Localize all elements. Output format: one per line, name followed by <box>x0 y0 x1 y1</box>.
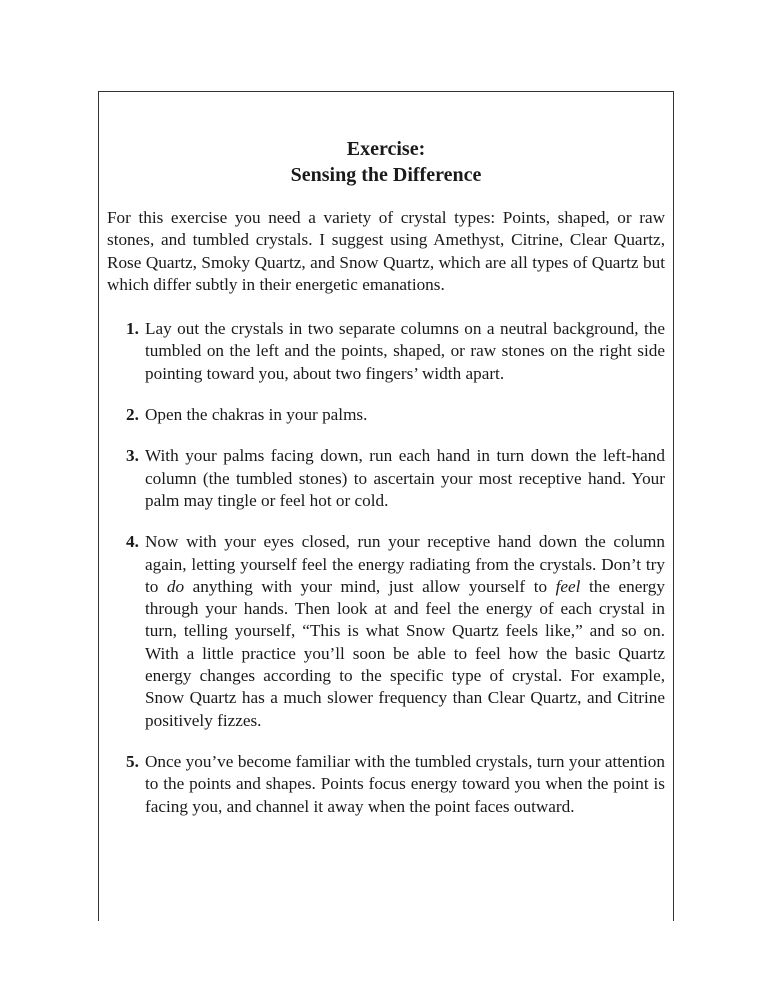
step-item <box>126 445 665 512</box>
step-text: Lay out the crystals in two separate columns on a neutral background, the tumbled on the left and the points, shaped, or raw stones on the right side pointing toward you, about two fingers’ width apart. <box>145 319 665 383</box>
intro-paragraph: For this exercise you need a variety of crystal types: Points, shaped, or raw stones, and tumbled crystals. I suggest using Amethyst, Citrine, Clear Quartz, Rose Quartz, Smoky Quartz, and Snow Quartz, which are all types of Quartz but which differ subtly in their energetic emanations. <box>107 208 665 294</box>
step-item <box>126 318 665 385</box>
exercise-box <box>107 136 665 837</box>
step-text-part: the energy through your hands. Then look at and feel the energy of each crystal in turn, telling yourself, “This is what Snow Quartz feels like,” and so on. With a little practice you’ll soon be able to feel how the basic Quartz energy changes according to the specific type of crystal. For example, Snow Quartz has a much slower frequency than Clear Quartz, and Citrine positively fizzes. <box>145 576 665 730</box>
step-text-part: anything with your mind, just allow yourself to <box>184 576 556 596</box>
emphasis-feel: feel <box>555 576 581 596</box>
step-text-part: Now with your eyes closed, run your receptive hand down the column again, letting yourself feel the energy radiating from the crystals. Don’t try to <box>145 532 665 596</box>
step-text: With your palms facing down, run each hand in turn down the left-hand column (the tumbled stones) to ascertain your most receptive hand. Your palm may tingle or feel hot or cold. <box>145 446 665 510</box>
step-text: Once you’ve become familiar with the tumbled crystals, turn your attention to the points and shapes. Points focus energy toward you when the point is facing you, and channel it away when the point faces outward. <box>145 751 665 816</box>
exercise-title <box>107 136 665 188</box>
step-number: 4. <box>126 532 139 552</box>
step-number: 3. <box>126 446 139 466</box>
step-number: 5. <box>126 751 139 771</box>
steps-list <box>107 318 665 818</box>
step-text: Open the chakras in your palms. <box>145 405 368 425</box>
step-item <box>126 404 665 426</box>
step-number: 2. <box>126 405 139 425</box>
step-text <box>145 531 665 732</box>
emphasis-do: do <box>166 576 185 596</box>
step-item <box>126 531 665 732</box>
title-line-1: Exercise: <box>346 138 426 160</box>
title-line-2: Sensing the Difference <box>290 164 482 186</box>
step-number: 1. <box>126 319 139 339</box>
step-item <box>126 751 665 818</box>
